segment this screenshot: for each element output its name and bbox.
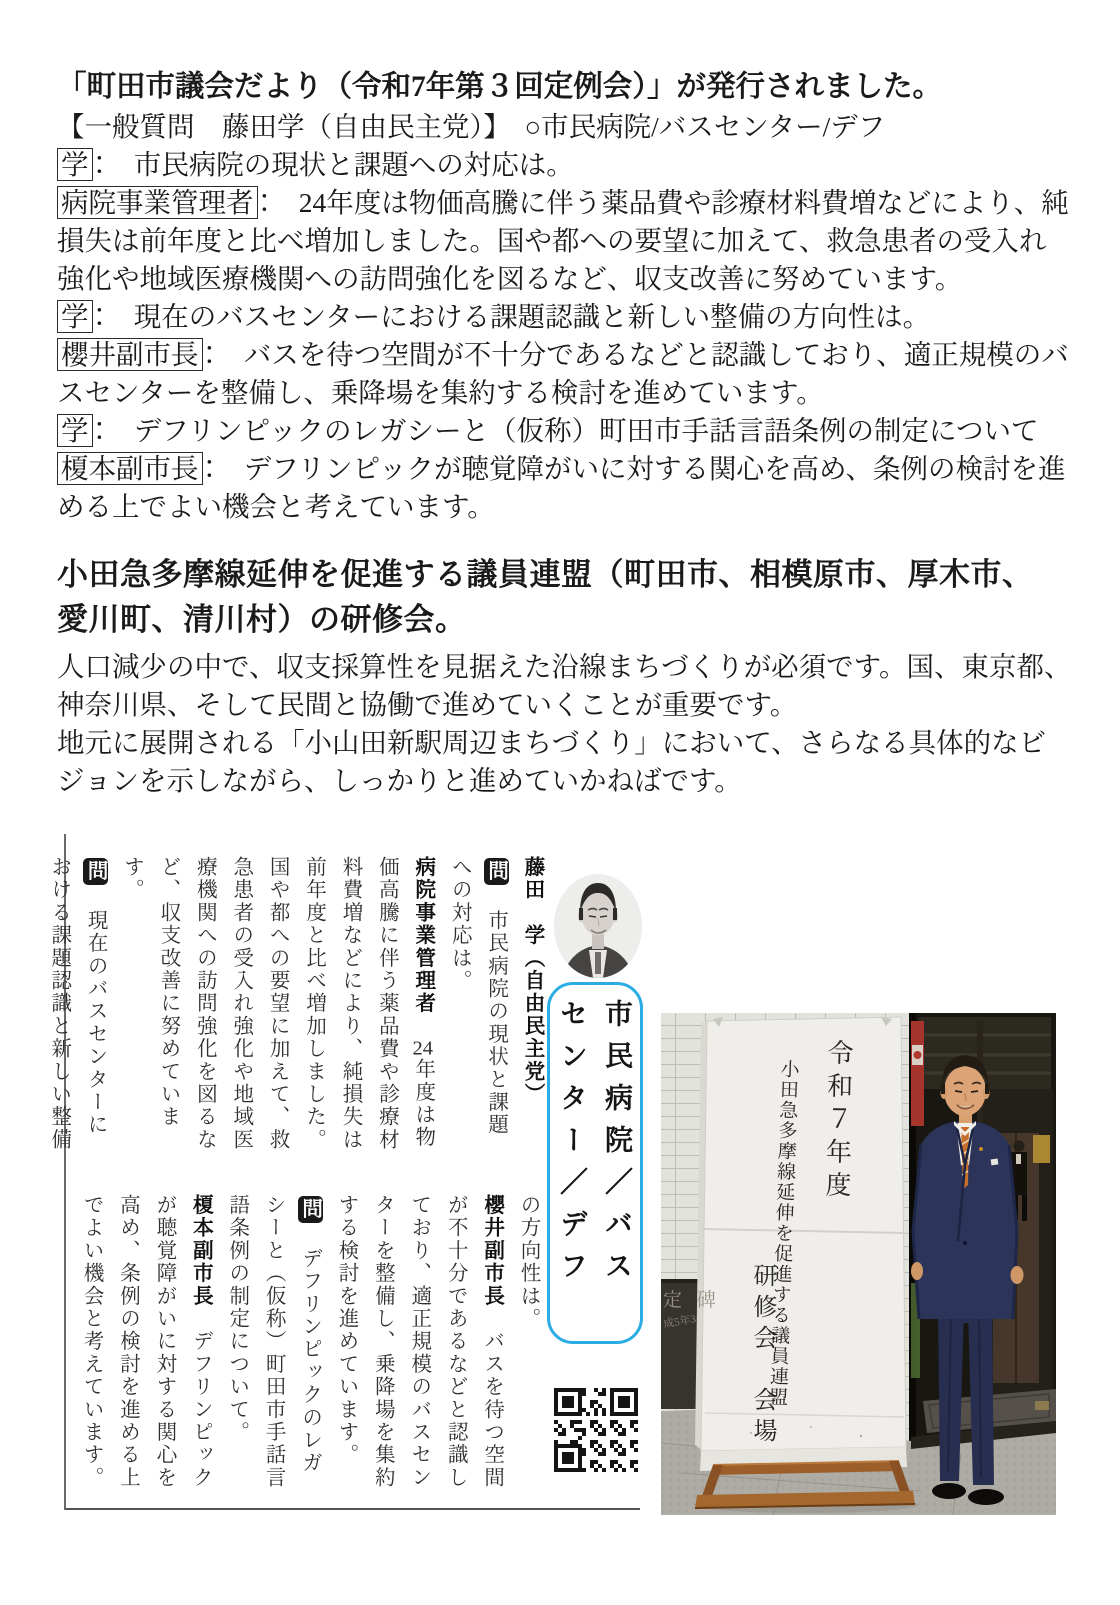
colon-sep: ：: [257, 187, 299, 218]
colon-sep: ：: [92, 301, 134, 332]
qa-text: バスを待つ空間が不十分であるなどと認識しており、適正規模のバスセンターを整備し、乗降場を集約する検討を進めています。: [57, 339, 1069, 408]
topic-sidebar-line: 市民病院／バス: [602, 999, 633, 1293]
qa-text: デフリンピックが聴覚障がいに対する関心を高め、条例の検討を進める上でよい機会と考えています。: [57, 453, 1066, 522]
qa-paragraph: [57, 298, 1073, 336]
qa-text: デフリンピックのレガシーと（仮称）町田市手話言語条例の制定について: [133, 415, 1039, 446]
portrait-illustration: [554, 874, 642, 978]
question-text: 市民病院の現状と課題への対応は。: [448, 856, 507, 1137]
qa-text: 24年度は物価高騰に伴う薬品費や診療材料費増などにより、純損失は前年度と比べ増加しました。国や都への要望に加えて、救急患者の受入れ強化や地域医療機関への訪問強化を図るなど、収支改善に努めています。: [57, 187, 1069, 294]
qa-paragraph: [57, 450, 1073, 526]
article-heading: 小田急多摩線延伸を促進する議員連盟（町田市、相模原市、厚木市、愛川町、清川村）の研修会。: [57, 557, 1034, 637]
qa-paragraph: [57, 146, 1073, 184]
newspaper-clipping: [47, 832, 654, 1524]
banner-year-text: 令和７年度: [821, 1038, 854, 1205]
speaker-name: 榎本副市長: [189, 1194, 213, 1308]
stone-plaque-subtext: 成5年3: [662, 1313, 697, 1331]
colon-sep: ：: [92, 415, 134, 446]
question-badge: 問: [84, 860, 108, 883]
qr-code-icon: [550, 1384, 642, 1476]
politician-portrait: [554, 874, 642, 978]
answer-text: デフリンピックが聴覚障がいに対する関心を高め、条例の検討を進める上でよい機会と考えています。: [80, 1194, 212, 1490]
qa-paragraph: [57, 336, 1073, 412]
continued-text: の方向性は。: [517, 1194, 539, 1331]
speaker-name: 病院事業管理者: [411, 856, 435, 1015]
event-photo: [661, 1013, 1056, 1515]
qa-paragraph: [57, 184, 1073, 298]
article-section: [57, 552, 1073, 800]
question-text: デフリンピックのレガシーと（仮称）町田市手話言語条例の制定について。: [225, 1194, 321, 1490]
politician-name: 藤田 学（自由民主党）: [521, 856, 544, 1106]
question-text: 現在のバスセンターにおける課題認識と新しい整備: [47, 856, 107, 1152]
topic-sidebar: [547, 982, 643, 1344]
page-title: 「町田市議会だより（令和7年第３回定例会）」が発行されました。: [57, 71, 943, 103]
qa-paragraph: [57, 412, 1073, 450]
newspaper-lower-band: [68, 1194, 546, 1494]
colon-sep: ：: [202, 339, 244, 370]
article-paragraph: 地元に展開される「小山田新駅周辺まちづくり」において、さらなる具体的なビジョンを示しながら、しっかりと進めていかねばです。: [57, 727, 1047, 796]
answer-text: バスを待つ空間が不十分であるなどと認識しており、適正規模のバスセンターを整備し、乗降場を集約する検討を進めています。: [334, 1194, 503, 1490]
question-badge: 問: [298, 1198, 322, 1221]
qa-section: [57, 146, 1073, 526]
article-paragraph: 人口減少の中で、収支採算性を見据えた沿線まちづくりが必須です。国、東京都、神奈川県、そして民間と協働で進めていくことが重要です。: [57, 651, 1072, 720]
general-question-line: 【一般質問 藤田学（自由民主党）】 ○市民病院/バスセンター/デフ: [57, 111, 886, 142]
banner-venue-text: 研修会 会場: [749, 1263, 775, 1449]
photo-scene: [661, 1013, 1056, 1515]
speaker-box: 学: [57, 414, 93, 447]
qa-text: 現在のバスセンターにおける課題認識と新しい整備の方向性は。: [133, 301, 931, 332]
colon-sep: ：: [92, 149, 134, 180]
qa-text: 市民病院の現状と課題への対応は。: [133, 149, 574, 180]
stone-plaque-text: 定 碑: [663, 1290, 721, 1311]
speaker-box: 学: [57, 300, 93, 333]
answer-lead: [412, 1015, 434, 1038]
topic-sidebar-line: センター／デフ: [557, 999, 588, 1293]
banner-league-text: 小田急多摩線延伸を促進する議員連盟: [765, 1058, 799, 1408]
speaker-box: 病院事業管理者: [57, 186, 258, 219]
answer-text: 年度は物価高騰に伴う薬品費や診療材料費増などにより、純損失は前年度と比べ増加しました。国や都への要望に加えて、救急患者の受入れ強化や地域医療機関への訪問強化を図るなど、収支改善に努めています。: [120, 856, 434, 1152]
qr-code: [550, 1384, 642, 1476]
clipping-bottom-rule: [65, 1508, 640, 1510]
speaker-box: 榎本副市長: [57, 452, 203, 485]
speaker-name: 櫻井副市長: [480, 1194, 504, 1308]
speaker-box: 学: [57, 148, 93, 181]
newspaper-upper-band: [47, 856, 550, 1156]
question-badge: 問: [484, 860, 508, 883]
year-number: 24: [412, 1037, 434, 1059]
colon-sep: ：: [202, 453, 244, 484]
speaker-box: 櫻井副市長: [57, 338, 203, 371]
top-text-section: [57, 66, 1073, 800]
